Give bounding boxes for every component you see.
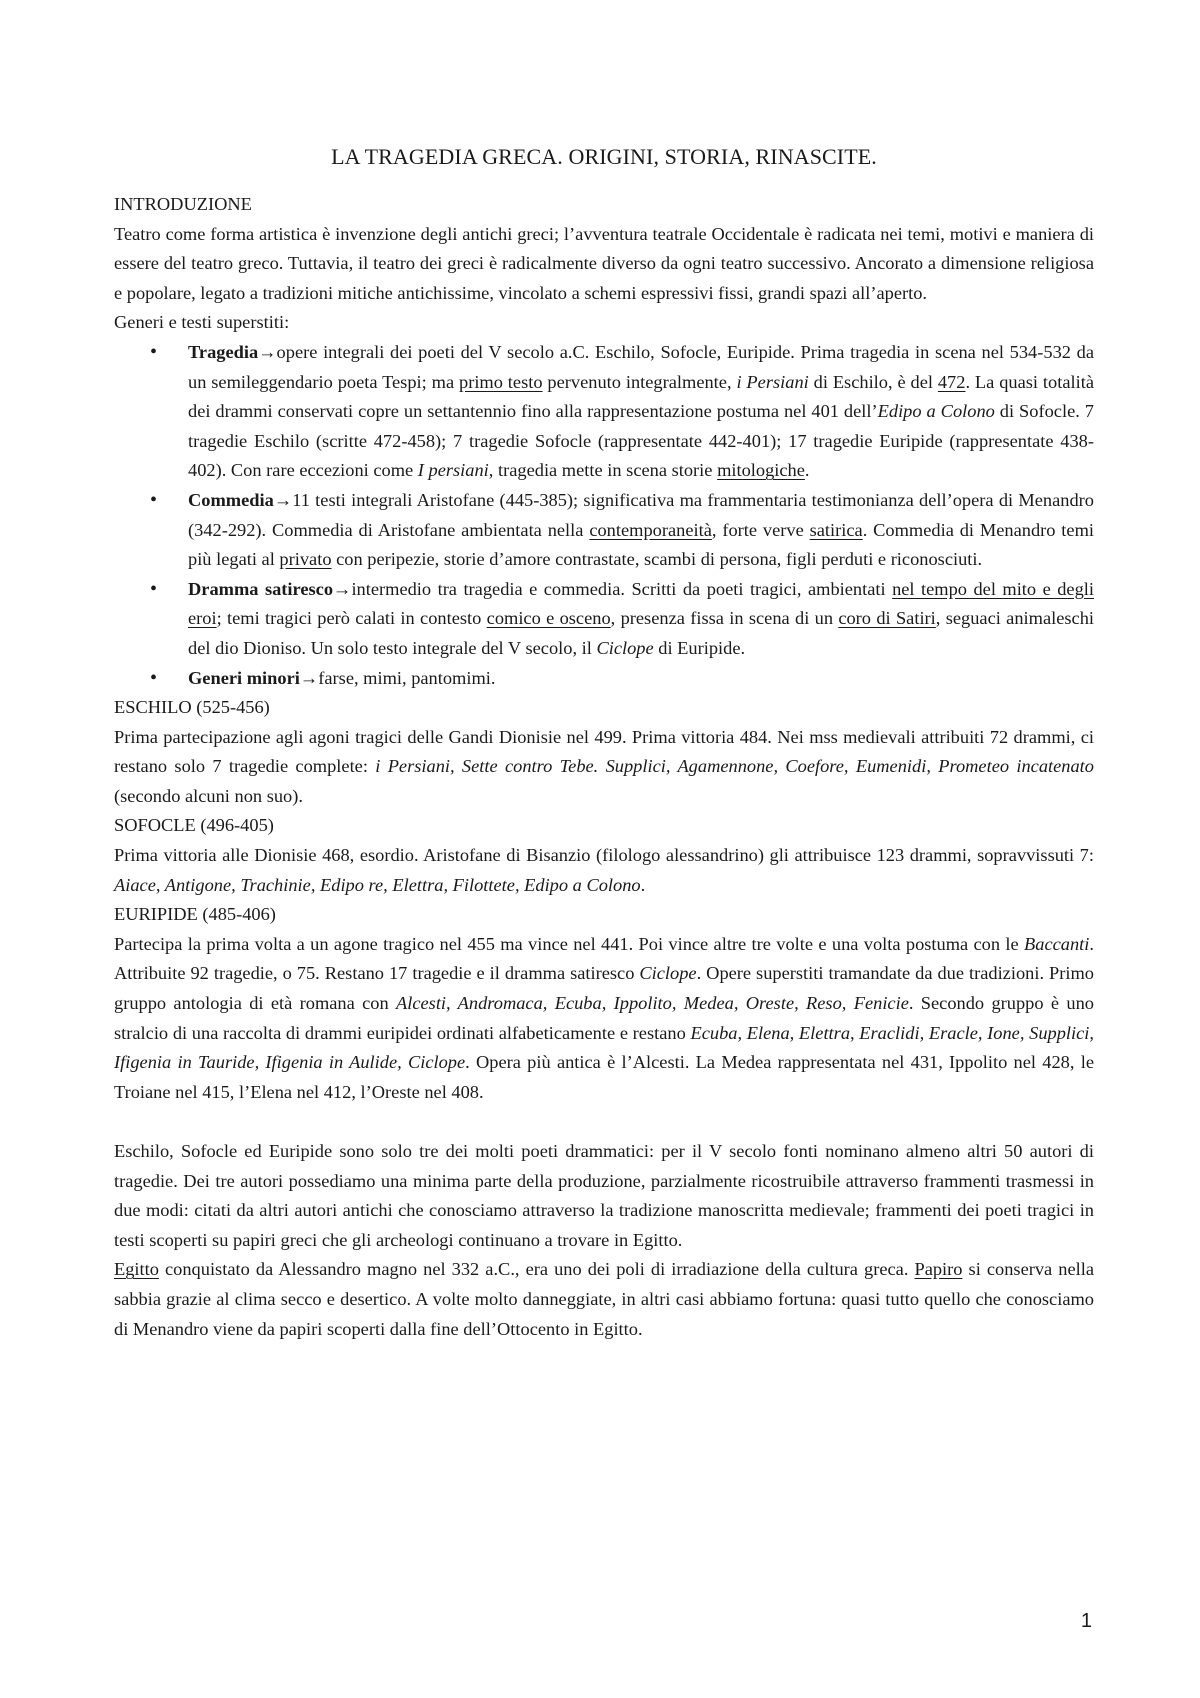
section-heading-sofocle: SOFOCLE (496-405)	[114, 815, 274, 836]
sofocle-paragraph: Prima vittoria alle Dionisie 468, esordio. Aristofane di Bisanzio (filologo alessandrino) gli attribuisce 123 drammi, sopravvissuti 7: Aiace, Antigone, Trachinie, Edipo re, Elettra, Filottete, Edipo a Colono.	[114, 845, 1094, 895]
arrow-icon: →	[299, 667, 319, 688]
section-heading-introduzione: INTRODUZIONE	[114, 194, 252, 214]
euripide-paragraph: Partecipa la prima volta a un agone tragico nel 455 ma vince nel 441. Poi vince altre tre volte e una volta postuma con le Baccanti. Attribuite 92 tragedie, o 75. Restano 17 tragedie e il dramma satiresco Ciclope. Opere superstiti tramandate da due tradizioni. Primo gruppo antologia di età romana con Alcesti, Andromaca, Ecuba, Ippolito, Medea, Oreste, Reso, Fenicie. Secondo gruppo è uno stralcio di una raccolta di drammi euripidei ordinati alfabeticamente e restano Ecuba, Elena, Elettra, Eraclidi, Eracle, Ione, Supplici, Ifigenia in Tauride, Ifigenia in Aulide, Ciclope. Opera più antica è l’Alcesti. La Medea rappresentata nel 431, Ippolito nel 428, le Troiane nel 415, l’Elena nel 412, l’Oreste nel 408.	[114, 933, 1094, 1102]
page-number: 1	[1080, 1610, 1092, 1632]
list-item-dramma-satiresco: • Dramma satiresco→intermedio tra tragedia e commedia. Scritti da poeti tragici, ambientati nel tempo del mito e degli eroi; temi tragici però calati in contesto comico e osceno, presenza fissa in scena di un coro di Satiri, seguaci animaleschi del dio Dioniso. Un solo testo integrale del V secolo, il Ciclope di Euripide.	[188, 575, 1094, 664]
list-item-generi-minori: • Generi minori→farse, mimi, pantomimi.	[188, 664, 1094, 694]
genre-label-minori: Generi minori	[188, 667, 300, 688]
arrow-icon: →	[333, 578, 352, 599]
genre-label-satiresco: Dramma satiresco	[188, 578, 334, 599]
genres-list	[114, 338, 1094, 693]
section-heading-eschilo: ESCHILO (525-456)	[114, 697, 270, 718]
fonti-paragraph: Eschilo, Sofocle ed Euripide sono solo tre dei molti poeti drammatici: per il V secolo fonti nominano almeno altri 50 autori di tragedie. Dei tre autori possediamo una minima parte della produzione, parzialmente ricostruibile attraverso frammenti trasmessi in due modi: citati da altri autori antichi che conosciamo attraverso la tradizione manoscritta medievale; frammenti dei poeti tragici in testi scoperti su papiri greci che gli archeologi continuano a trovare in Egitto.	[114, 1141, 1094, 1250]
arrow-icon: →	[258, 341, 277, 362]
paragraph-spacer	[114, 1107, 1094, 1137]
list-item-commedia: • Commedia→11 testi integrali Aristofane (445-385); significativa ma frammentaria testimonianza dell’opera di Menandro (342-292). Commedia di Aristofane ambientata nella contemporaneità, forte verve satirica. Commedia di Menandro temi più legati al privato con peripezie, storie d’amore contrastate, scambi di persona, figli perduti e riconosciuti.	[188, 486, 1094, 575]
page-content	[114, 142, 1094, 1344]
arrow-icon: →	[273, 489, 293, 510]
section-heading-euripide: EURIPIDE (485-406)	[114, 904, 276, 925]
egitto-paragraph: Egitto conquistato da Alessandro magno nel 332 a.C., era uno dei poli di irradiazione della cultura greca. Papiro si conserva nella sabbia grazie al clima secco e desertico. A volte molto danneggiate, in altri casi abbiamo fortuna: quasi tutto quello che conosciamo di Menandro viene da papiri scoperti dalla fine dell’Ottocento in Egitto.	[114, 1259, 1095, 1339]
document-title: LA TRAGEDIA GRECA. ORIGINI, STORIA, RINASCITE.	[331, 144, 877, 169]
intro-paragraph: Teatro come forma artistica è invenzione degli antichi greci; l’avventura teatrale Occidentale è radicata nei temi, motivi e maniera di essere del teatro greco. Tuttavia, il teatro dei greci è radicalmente diverso da ogni teatro successivo. Ancorato a dimensione religiosa e popolare, legato a tradizioni mitiche antichissime, vincolato a schemi espressivi fissi, grandi spazi all’aperto.	[114, 223, 1094, 303]
genre-label-commedia: Commedia	[188, 489, 274, 510]
genres-label: Generi e testi superstiti:	[114, 312, 290, 333]
list-item-tragedia: • Tragedia→opere integrali dei poeti del V secolo a.C. Eschilo, Sofocle, Euripide. Prima tragedia in scena nel 534-532 da un semileggendario poeta Tespi; ma primo testo pervenuto integralmente, i Persiani di Eschilo, è del 472. La quasi totalità dei drammi conservati copre un settantennio fino alla rappresentazione postuma nel 401 dell’Edipo a Colono di Sofocle. 7 tragedie Eschilo (scritte 472-458); 7 tragedie Sofocle (rappresentate 442-401); 17 tragedie Euripide (rappresentate 438-402). Con rare eccezioni come I persiani, tragedia mette in scena storie mitologiche.	[188, 338, 1094, 486]
genre-label-tragedia: Tragedia	[188, 341, 259, 362]
eschilo-paragraph: Prima partecipazione agli agoni tragici delle Gandi Dionisie nel 499. Prima vittoria 484. Nei mss medievali attribuiti 72 drammi, ci restano solo 7 tragedie complete: i Persiani, Sette contro Tebe. Supplici, Agamennone, Coefore, Eumenidi, Prometeo incatenato (secondo alcuni non suo).	[114, 726, 1094, 806]
